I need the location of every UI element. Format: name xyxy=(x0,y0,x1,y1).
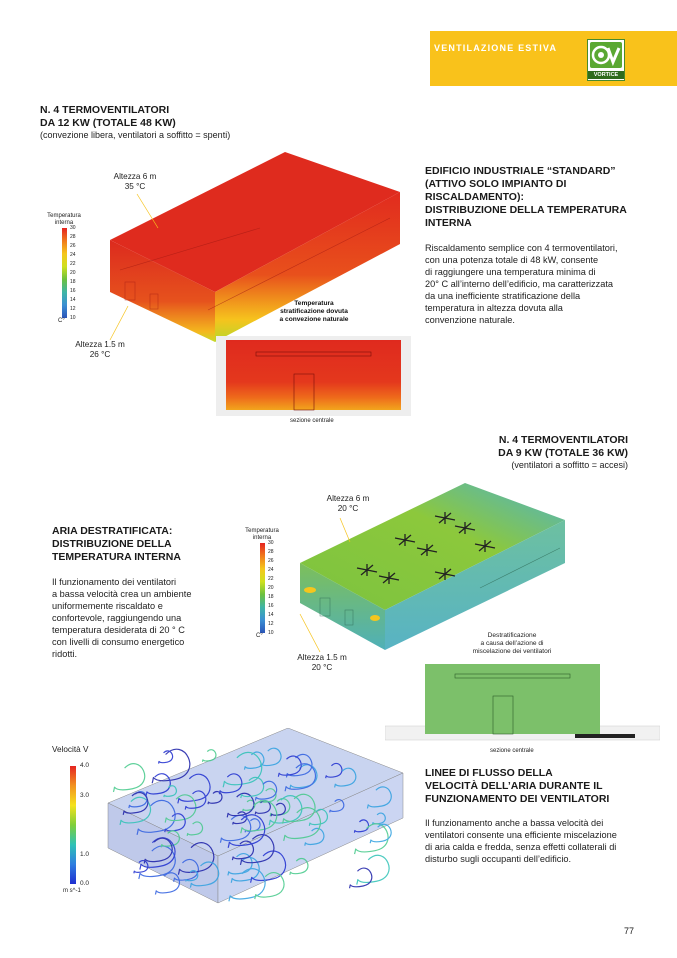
section2-label-top xyxy=(318,494,378,514)
legend2-title-line2: interna xyxy=(252,535,272,541)
text2-title-line1: ARIA DESTRATIFICATA: xyxy=(52,525,173,537)
page-number: 77 xyxy=(624,926,635,936)
text3-body-line: Il funzionamento anche a bassa velocità dei xyxy=(425,818,604,828)
legend-tick-label: 20 xyxy=(268,585,274,591)
section1-title-line1: N. 4 TERMOVENTILATORI xyxy=(40,104,170,116)
legend-tick-label: 12 xyxy=(268,621,274,627)
annotation2-line3: miscelazione dei ventilatori xyxy=(472,648,552,655)
section-title: VENTILAZIONE ESTIVA xyxy=(434,43,558,53)
section2-subtitle: (ventilatori a soffitto = accesi) xyxy=(511,460,628,470)
legend-tick-label: 16 xyxy=(70,288,76,294)
legend-tick-label: 28 xyxy=(268,549,274,555)
legend-tick-label: 18 xyxy=(70,279,76,285)
legend-tick-label: 22 xyxy=(70,261,76,267)
legend-tick-label: 24 xyxy=(268,567,274,573)
section2-legend-unit: C° xyxy=(256,633,263,639)
text2-title-line2: DISTRIBUZIONE DELLA xyxy=(52,538,172,550)
section1-section-caption: sezione centrale xyxy=(290,418,334,424)
text1-title-line1: EDIFICIO INDUSTRIALE “STANDARD” xyxy=(425,165,616,177)
section1-title-line2: DA 12 KW (TOTALE 48 KW) xyxy=(40,117,176,129)
velocity-tick-label: 3.0 xyxy=(80,791,90,799)
annotation2-line1: Destratificazione xyxy=(487,632,537,639)
text1-title-line5: INTERNA xyxy=(425,217,472,229)
legend-tick-label: 16 xyxy=(268,603,274,609)
legend-tick-label: 26 xyxy=(70,243,76,249)
annotation-line3: a convezione naturale xyxy=(279,316,349,323)
text3-title-line3: FUNZIONAMENTO DEI VENTILATORI xyxy=(425,793,610,805)
legend-tick-label: 20 xyxy=(70,270,76,276)
legend-tick-label: 30 xyxy=(268,540,274,546)
section2-cross-section xyxy=(385,660,660,745)
section2-annotation xyxy=(462,632,562,656)
velocity-tick-label: 1.0 xyxy=(80,850,90,858)
label-bottom-height: Altezza 1.5 m xyxy=(75,340,125,349)
section2-title-line2: DA 9 KW (TOTALE 36 KW) xyxy=(498,447,628,459)
section3-streamlines-render xyxy=(98,728,410,908)
section2-label-bottom xyxy=(292,653,352,673)
text3-block xyxy=(425,767,647,865)
text2-body-line: a bassa velocità crea un ambiente xyxy=(52,589,192,599)
text2-body-line: ridotti. xyxy=(52,649,78,659)
section2-title-line1: N. 4 TERMOVENTILATORI xyxy=(498,434,628,446)
text1-body-line: temperatura in altezza dovuta alla xyxy=(425,303,563,313)
logo-text: VORTICE xyxy=(588,71,624,79)
text2-body-line: confortevole, raggiungendo una xyxy=(52,613,182,623)
text1-body-line: Riscaldamento semplice con 4 termoventilatori, xyxy=(425,243,618,253)
text2-body-line: temperatura desiderata di 20 ° C xyxy=(52,625,185,635)
label2-top-height: Altezza 6 m xyxy=(326,494,370,503)
label2-top-temp: 20 °C xyxy=(337,504,359,513)
section3-legend-colorbar xyxy=(70,766,76,884)
section1-subtitle: (convezione libera, ventilatori a soffitto = spenti) xyxy=(40,130,231,140)
text3-body-line: ventilatori consente una efficiente miscelazione xyxy=(425,830,617,840)
label-bottom-temp: 26 °C xyxy=(89,350,111,359)
text1-title-line3: RISCALDAMENTO): xyxy=(425,191,524,203)
section1-legend-unit: C° xyxy=(58,318,65,324)
legend-tick-label: 18 xyxy=(268,594,274,600)
label-top-temp: 35 °C xyxy=(124,182,146,191)
legend-tick-label: 10 xyxy=(268,630,274,636)
legend-tick-label: 30 xyxy=(70,225,76,231)
text1-body-line: convenzione naturale. xyxy=(425,315,515,325)
section3-legend-title: Velocità V xyxy=(52,745,89,754)
label2-bottom-temp: 20 °C xyxy=(311,663,333,672)
streamline xyxy=(350,868,372,888)
velocity-tick-label: 0.0 xyxy=(80,880,90,887)
text3-title-line2: VELOCITÀ DELL’ARIA DURANTE IL xyxy=(425,780,603,792)
text1-body-line: con una potenza totale di 48 kW, consente xyxy=(425,255,599,265)
annotation2-line2: a causa dell’azione di xyxy=(480,640,544,647)
text3-body-line: di aria calda e fredda, senza effetti collaterali di xyxy=(425,842,617,852)
section2-section-caption: sezione centrale xyxy=(490,748,534,754)
text3-title-line1: LINEE DI FLUSSO DELLA xyxy=(425,767,553,779)
streamline xyxy=(113,764,144,792)
streamline xyxy=(159,751,173,764)
streamline xyxy=(357,855,389,884)
section3-legend-unit: m s^-1 xyxy=(63,888,81,894)
text2-body-line: con livelli di consumo energetico xyxy=(52,637,185,647)
section3-legend-ticks xyxy=(80,762,100,887)
text2-body-line: uniformemente riscaldato e xyxy=(52,601,163,611)
text1-title-line4: DISTRIBUZIONE DELLA TEMPERATURA xyxy=(425,204,627,216)
text1-body-line: da una inefficiente stratificazione della xyxy=(425,291,581,301)
legend-tick-label: 14 xyxy=(70,297,76,303)
legend-tick-label: 14 xyxy=(268,612,274,618)
text1-body-line: di raggiungere una temperatura minima di xyxy=(425,267,596,277)
text2-title-line3: TEMPERATURA INTERNA xyxy=(52,551,181,563)
legend-tick-label: 22 xyxy=(268,576,274,582)
text1-title-line2: (ATTIVO SOLO IMPIANTO DI xyxy=(425,178,567,190)
text3-body-line: disturbo sugli occupanti dell’edificio. xyxy=(425,854,572,864)
legend-tick-label: 10 xyxy=(70,315,76,321)
legend-tick-label: 26 xyxy=(268,558,274,564)
legend2-title-line1: Temperatura xyxy=(245,528,279,534)
legend-title-line2: interna xyxy=(54,220,74,226)
annotation-line2: stratificazione dovuta xyxy=(280,308,348,315)
label-top-height: Altezza 6 m xyxy=(113,172,157,181)
annotation-line1: Temperatura xyxy=(294,300,334,307)
text2-body-line: Il funzionamento dei ventilatori xyxy=(52,577,177,587)
velocity-tick-label: 4.0 xyxy=(80,762,90,769)
legend-tick-label: 28 xyxy=(70,234,76,240)
legend-title-line1: Temperatura xyxy=(47,213,81,219)
label2-bottom-height: Altezza 1.5 m xyxy=(297,653,347,662)
legend-tick-label: 12 xyxy=(70,306,76,312)
text1-body-line: 20° C all’interno dell’edificio, ma caratterizzata xyxy=(425,279,614,289)
legend-tick-label: 24 xyxy=(70,252,76,258)
